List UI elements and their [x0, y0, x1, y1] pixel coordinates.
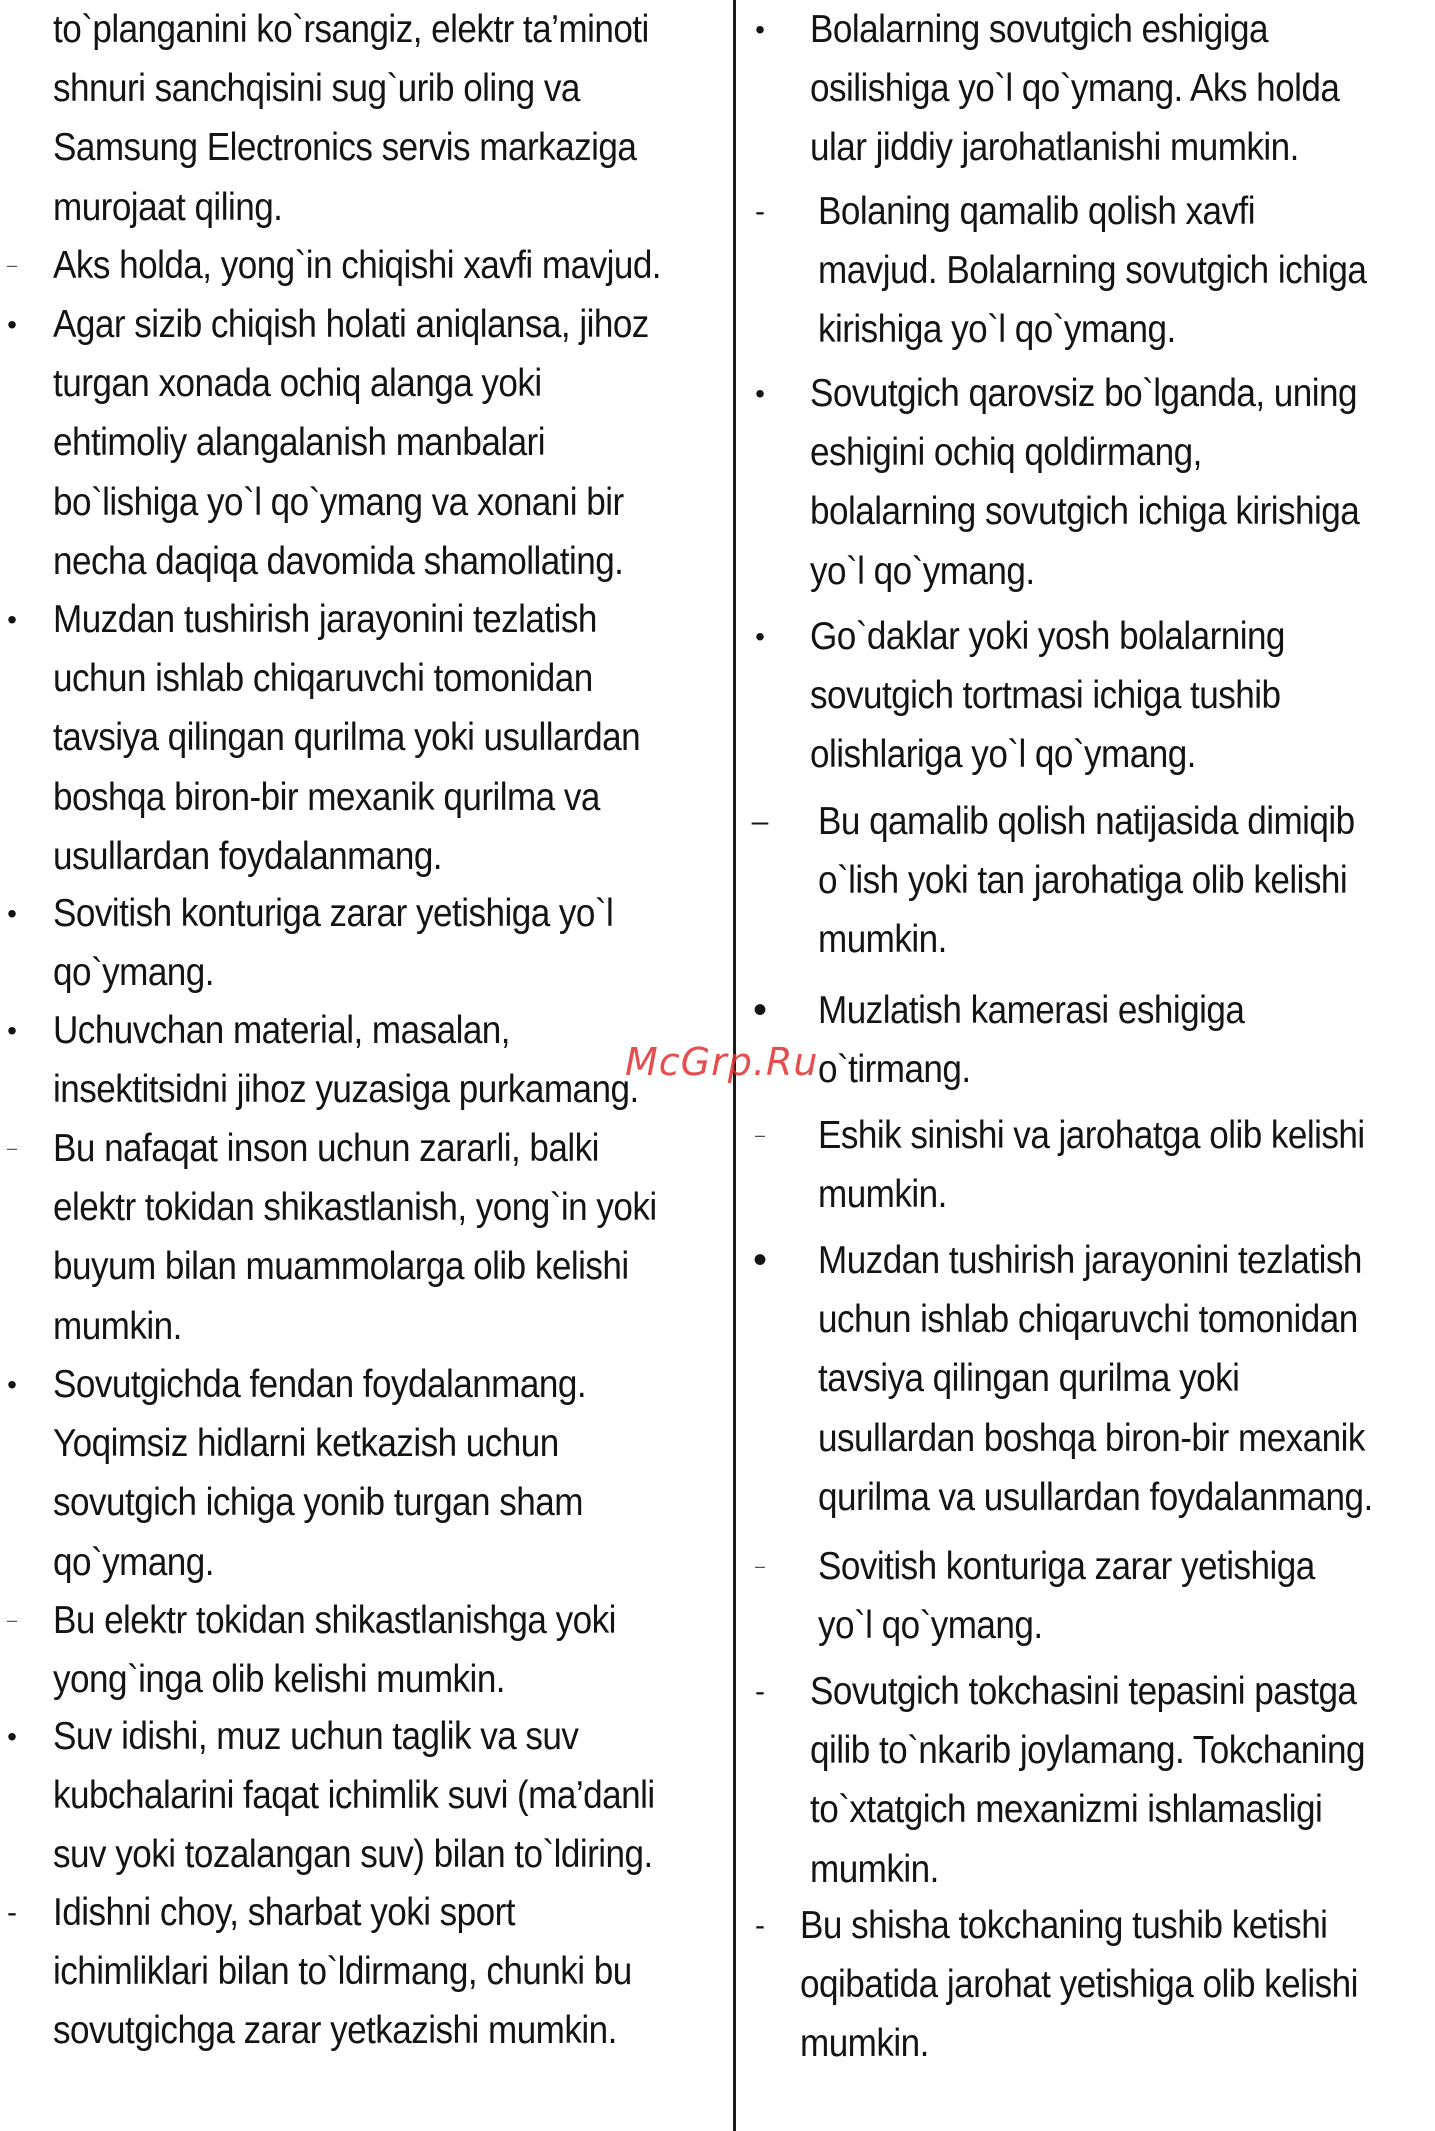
bullet-marker: • [755, 14, 765, 45]
list-item-text: Sovitish konturiga zarar yetishiga yo`l qo`ymang. [53, 892, 614, 995]
list-item-text: Bolaning qamalib qolish xavfi mavjud. Bolalarning sovutgich ichiga kirishiga yo`l qo`ymang. [818, 190, 1367, 352]
list-item-text: Idishni choy, sharbat yoki sport ichimliklari bilan to`ldirmang, chunki bu sovutgichga zarar yetkazishi mumkin. [53, 1891, 632, 2053]
list-item-text: Bu nafaqat inson uchun zararli, balki elektr tokidan shikastlanish, yong`in yoki buyum bilan muammolarga olib kelishi mumkin. [53, 1127, 657, 1348]
list-item-text: to`planganini ko`rsangiz, elektr ta’minoti shnuri sanchqisini sug`urib oling va Samsung Electronics servis markaziga murojaat qiling. [53, 8, 649, 229]
dash-marker: – [6, 1610, 17, 1630]
list-item-text: Sovutgich tokchasini tepasini pastga qilib to`nkarib joylamang. Tokchaning to`xtatgich mexanizmi ishlamasligi mumkin. [810, 1670, 1365, 1891]
dash-marker: - [7, 1896, 17, 1929]
list-item-text: Suv idishi, muz uchun taglik va suv kubchalarini faqat ichimlik suvi (ma’danli suv yoki tozalangan suv) bilan to`ldiring. [53, 1715, 655, 1877]
dash-marker: - [755, 195, 765, 228]
list-item-text: Bu qamalib qolish natijasida dimiqib o`lish yoki tan jarohatiga olib kelishi mumkin. [818, 800, 1355, 962]
bullet-marker: • [755, 621, 765, 652]
dash-marker: - [755, 1909, 765, 1942]
list-item-text: Bolalarning sovutgich eshigiga osilishiga yo`l qo`ymang. Aks holda ular jiddiy jarohatlanishi mumkin. [810, 8, 1340, 170]
bullet-marker: • [755, 378, 765, 409]
dash-marker: - [755, 1675, 765, 1708]
dash-marker: – [6, 255, 17, 275]
list-item-text: Agar sizib chiqish holati aniqlansa, jihoz turgan xonada ochiq alanga yoki ehtimoliy alangalanish manbalari bo`lishiga yo`l qo`ymang va xonani bir necha daqiqa davomida shamollating. [53, 303, 649, 583]
list-item-text: Muzdan tushirish jarayonini tezlatish uchun ishlab chiqaruvchi tomonidan tavsiya qilingan qurilma yoki usullardan boshqa biron-bir mexanik qurilma va usullardan foydalanmang. [818, 1239, 1373, 1519]
bullet-marker: • [7, 604, 17, 635]
bullet-marker: • [7, 1721, 17, 1752]
list-item-text: Bu elektr tokidan shikastlanishga yoki yong`inga olib kelishi mumkin. [53, 1599, 616, 1702]
bullet-marker: • [7, 898, 17, 929]
list-item-text: Bu shisha tokchaning tushib ketishi oqibatida jarohat yetishiga olib kelishi mumkin. [800, 1904, 1358, 2066]
list-item-text: Eshik sinishi va jarohatga olib kelishi mumkin. [818, 1114, 1365, 1217]
watermark: McGrp.Ru [625, 1040, 819, 1084]
dash-marker: – [754, 1125, 765, 1145]
list-item-text: Go`daklar yoki yosh bolalarning sovutgich tortmasi ichiga tushib olishlariga yo`l qo`ymang. [810, 615, 1285, 777]
list-item-text: Sovitish konturiga zarar yetishiga yo`l qo`ymang. [818, 1545, 1315, 1648]
list-item-text: Aks holda, yong`in chiqishi xavfi mavjud. [53, 244, 662, 287]
list-item-text: Muzlatish kamerasi eshigiga o`tirmang. [818, 989, 1245, 1092]
list-item-text: Sovutgichda fendan foydalanmang. Yoqimsiz hidlarni ketkazish uchun sovutgich ichiga yonib turgan sham qo`ymang. [53, 1363, 587, 1584]
list-item-text: Muzdan tushirish jarayonini tezlatish uchun ishlab chiqaruvchi tomonidan tavsiya qilingan qurilma yoki usullardan boshqa biron-bir mexanik qurilma va usullardan foydalanmang. [53, 598, 641, 878]
bullet-marker: • [7, 1015, 17, 1046]
bullet-marker: • [752, 988, 767, 1032]
dash-marker: – [6, 1138, 17, 1158]
list-item-text: Sovutgich qarovsiz bo`lganda, uning eshigini ochiq qoldirmang, bolalarning sovutgich ichiga kirishiga yo`l qo`ymang. [810, 372, 1360, 593]
dash-marker: – [751, 805, 769, 838]
bullet-marker: • [7, 1369, 17, 1400]
list-item-text: Uchuvchan material, masalan, insektitsidni jihoz yuzasiga purkamang. [53, 1009, 639, 1112]
bullet-marker: • [7, 309, 17, 340]
dash-marker: – [754, 1556, 765, 1576]
bullet-marker: • [752, 1238, 767, 1282]
